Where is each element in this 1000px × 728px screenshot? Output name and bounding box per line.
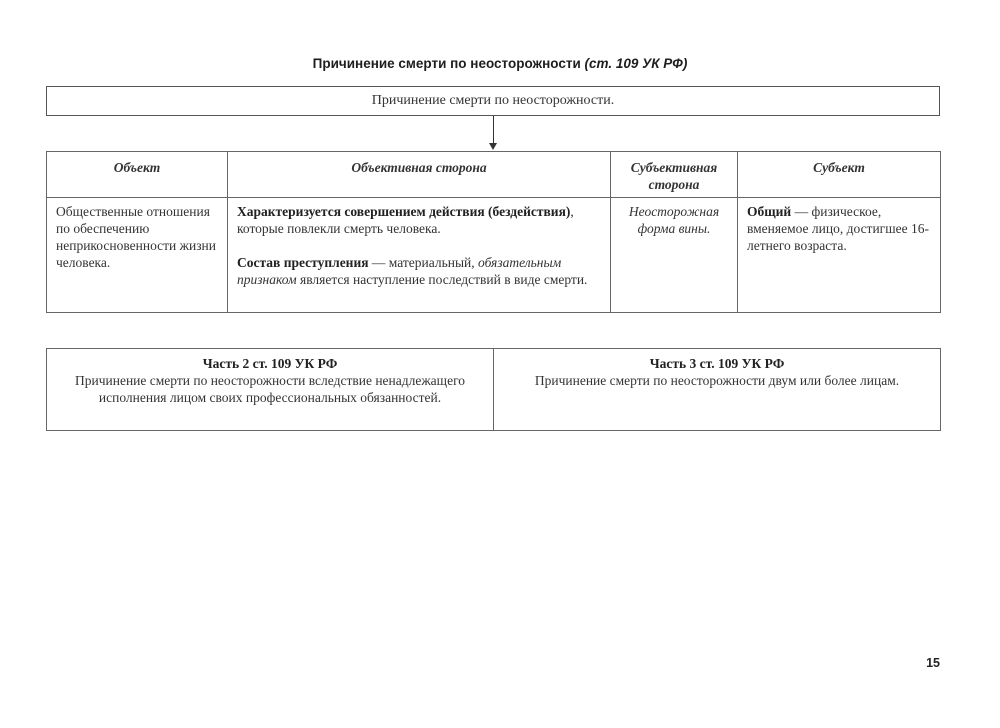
objective-p2-italic: обязательным признаком: [237, 255, 562, 287]
part-2-title: Часть 2 ст. 109 УК РФ: [202, 356, 338, 371]
heading-title: Причинение смерти по неосторожности: [312, 56, 585, 71]
cell-object: [47, 198, 228, 313]
objective-p2-rest: является наступление последствий в виде смерти.: [296, 272, 588, 287]
header-subject: Субъект: [738, 152, 941, 198]
header-subjective-side: Субъективная сторона: [611, 152, 738, 198]
part-3-text: Причинение смерти по неосторожности двум или более лицам.: [534, 373, 900, 388]
heading-reference: (ст. 109 УК РФ): [584, 56, 688, 71]
part-3-cell: [494, 349, 941, 431]
crime-name-box: [46, 86, 940, 116]
subject-rest: — физическое, вменяемое лицо, достигшее 16-летнего возраста.: [747, 204, 929, 253]
parts-row: [47, 349, 941, 431]
header-object: Объект: [47, 152, 228, 198]
objective-p2-bold: Состав преступления: [237, 255, 369, 270]
cell-subjective-side: [611, 198, 738, 313]
page-heading: [0, 56, 1000, 71]
objective-p1-bold: Характеризуется совершением действия (бездействия): [237, 204, 571, 219]
table-row: [47, 198, 941, 313]
part-2-text: Причинение смерти по неосторожности вследствие ненадлежащего исполнения лицом своих профессиональных обязанностей.: [74, 373, 466, 405]
subject-bold: Общий: [747, 204, 792, 219]
down-arrow-line: [493, 116, 494, 144]
elements-table: [46, 151, 941, 313]
qualified-parts-table: [46, 348, 941, 431]
objective-paragraph-2: [237, 254, 602, 288]
object-text: Общественные отношения по обеспечению неприкосновенности жизни человека.: [56, 204, 216, 270]
page-number: 15: [926, 656, 940, 670]
objective-p1-rest: , которые повлекли смерть человека.: [237, 204, 574, 236]
header-objective-side: Объективная сторона: [228, 152, 611, 198]
part-2-cell: [47, 349, 494, 431]
subjective-text: Неосторожная форма вины.: [628, 204, 720, 236]
part-3-title: Часть 3 ст. 109 УК РФ: [649, 356, 785, 371]
down-arrow-icon: [489, 143, 497, 150]
table-header-row: [47, 152, 941, 198]
objective-paragraph-1: [237, 203, 602, 237]
cell-subject: [738, 198, 941, 313]
crime-name-text: Причинение смерти по неосторожности.: [371, 93, 615, 108]
objective-p2-mid: — материальный,: [368, 255, 479, 270]
cell-objective-side: [228, 198, 611, 313]
